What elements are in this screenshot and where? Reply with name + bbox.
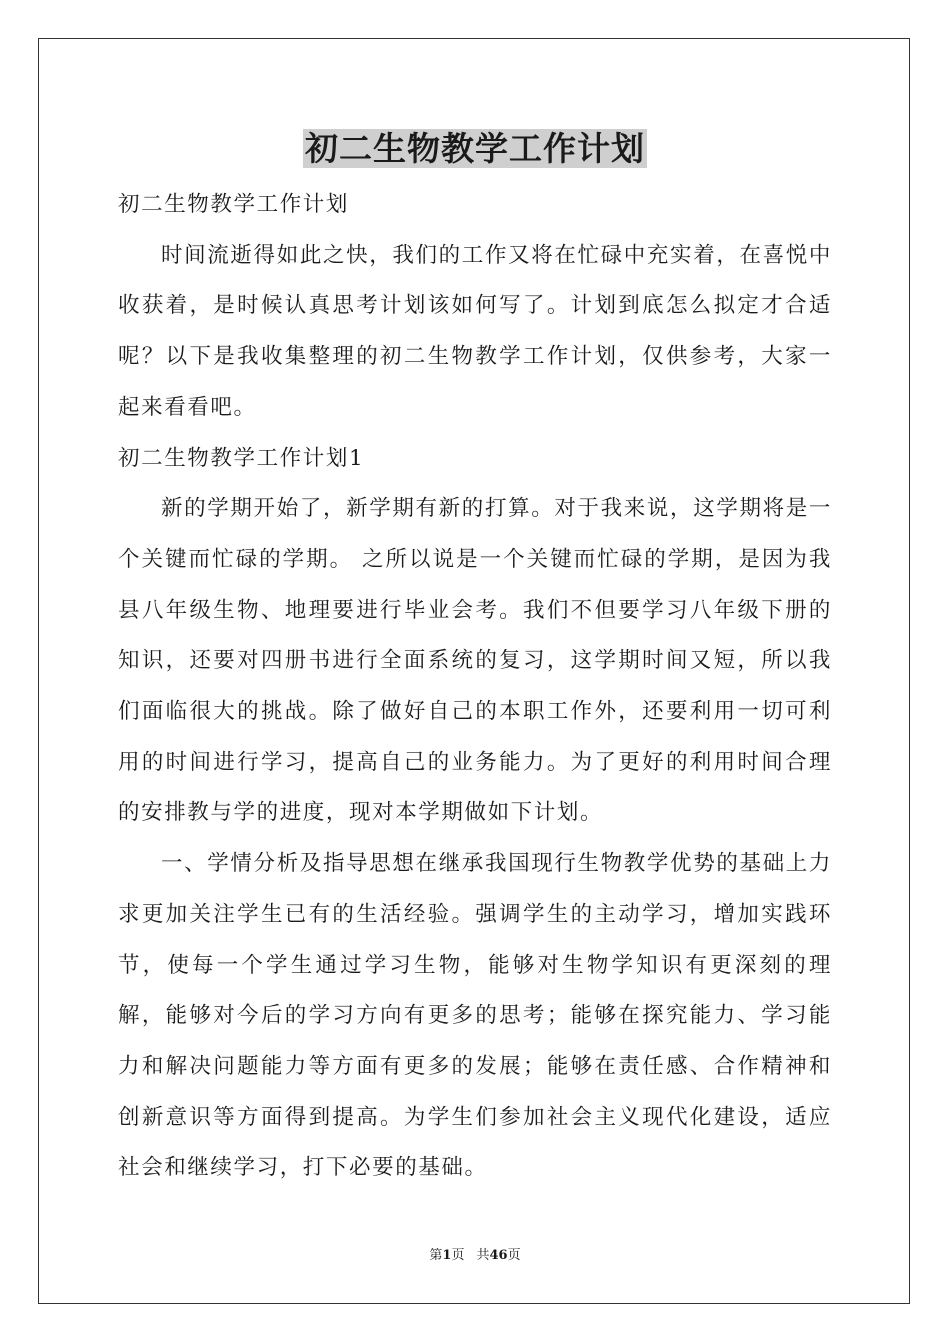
document-title <box>0 124 950 174</box>
page-number-current: 1 <box>442 1248 452 1263</box>
page-total: 46 <box>489 1248 508 1263</box>
section-heading: 初二生物教学工作计划1 <box>118 445 365 471</box>
page-number-suffix: 页 <box>451 1248 465 1263</box>
page-total-prefix: 共 <box>476 1248 490 1263</box>
body-paragraph: 一、学情分析及指导思想在继承我国现行生物教学优势的基础上力求更加关注学生已有的生活经验。强调学生的主动学习，增加实践环节，使每一个学生通过学习生物，能够对生物学知识有更深刻的理解，能够对今后的学习方向有更多的思考；能够在探究能力、学习能力和解决问题能力等方面有更多的发展；能够在责任感、合作精神和创新意识等方面得到提高。为学生们参加社会主义现代化建设，适应社会和继续学习，打下必要的基础。 <box>118 851 832 1181</box>
page-number-prefix: 第 <box>429 1248 443 1263</box>
page-total-suffix: 页 <box>507 1248 521 1263</box>
intro-paragraph: 时间流逝得如此之快，我们的工作又将在忙碌中充实着，在喜悦中收获着，是时候认真思考计划该如何写了。计划到底怎么拟定才合适呢？以下是我收集整理的初二生物教学工作计划，仅供参考，大家一起来看看吧。 <box>118 242 832 420</box>
document-title-text: 初二生物教学工作计划 <box>305 129 645 168</box>
page-footer <box>0 1246 950 1266</box>
document-body <box>118 180 832 1194</box>
body-paragraph: 新的学期开始了，新学期有新的打算。对于我来说，这学期将是一个关键而忙碌的学期。 之所以说是一个关键而忙碌的学期，是因为我县八年级生物、地理要进行毕业会考。我们不但要学习八年级下册的知识，还要对四册书进行全面系统的复习，这学期时间又短，所以我们面临很大的挑战。除了做好自己的本职工作外，还要利用一切可利用的时间进行学习，提高自己的业务能力。为了更好的利用时间合理的安排教与学的进度，现对本学期做如下计划。 <box>118 496 832 826</box>
subtitle-paragraph: 初二生物教学工作计划 <box>118 192 350 217</box>
